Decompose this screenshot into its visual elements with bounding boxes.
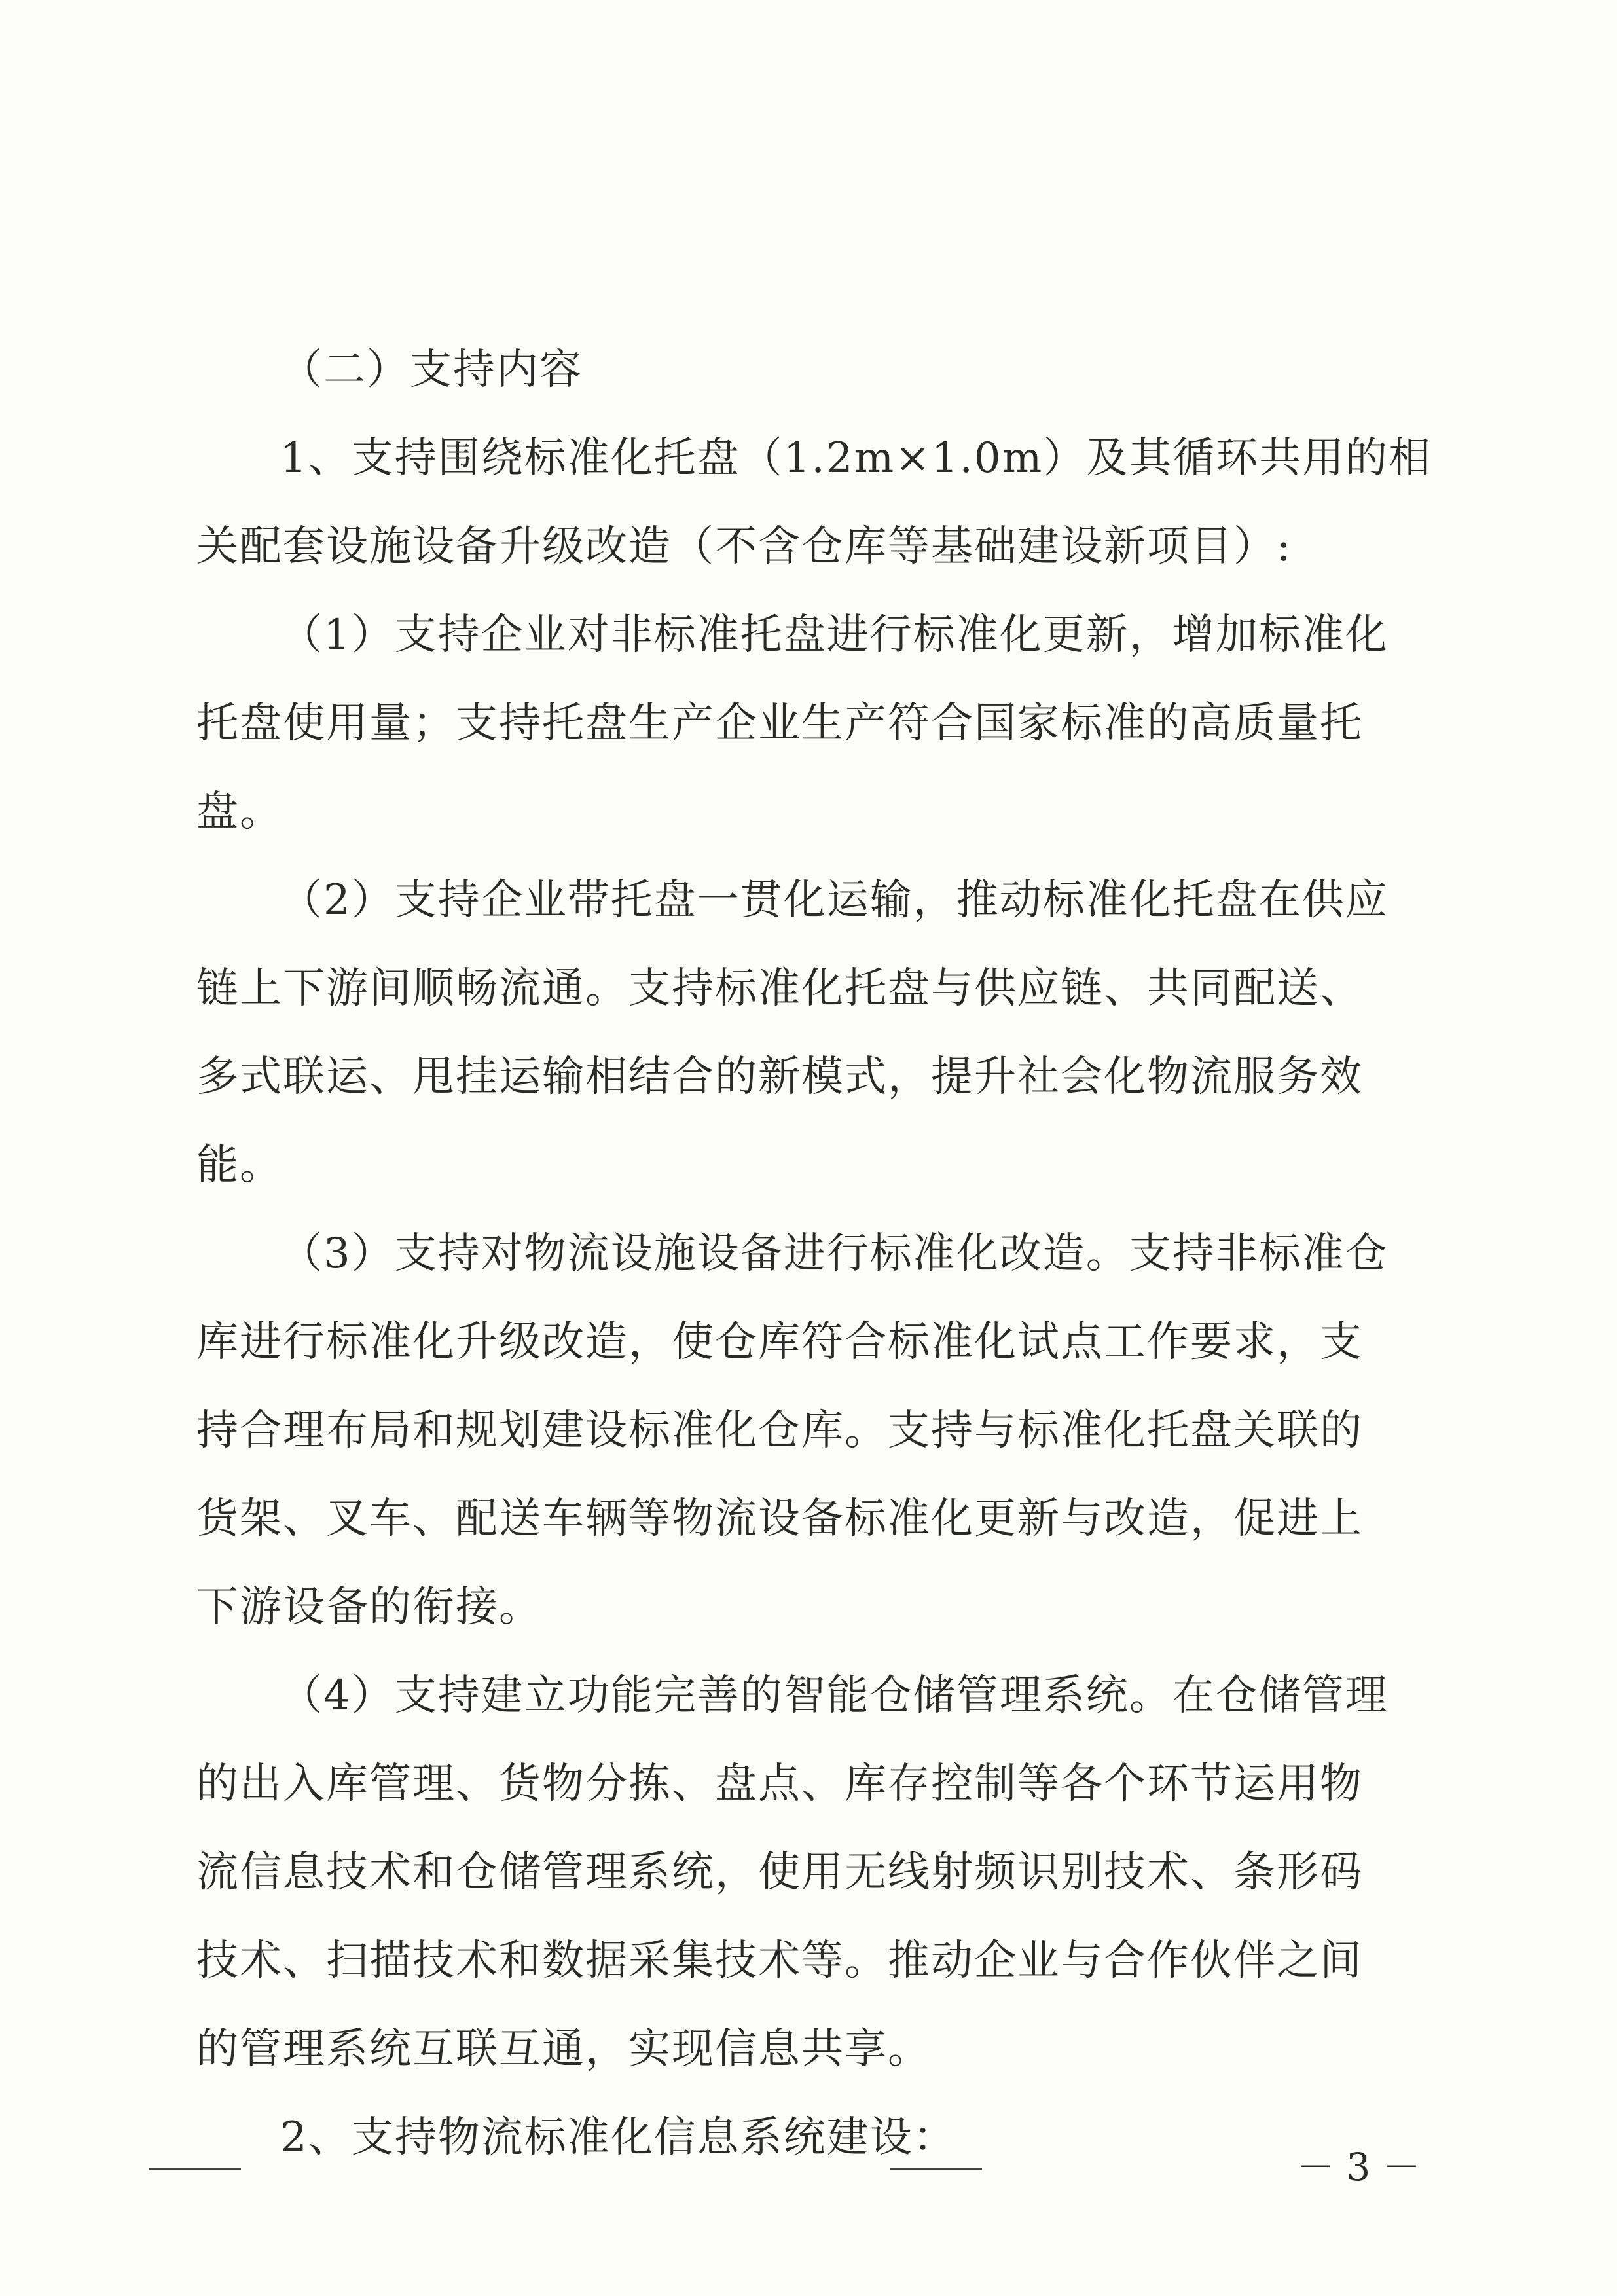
paragraph-line: 多式联运、甩挂运输相结合的新模式，提升社会化物流服务效 <box>196 1053 1363 1101</box>
paragraph-line: （2）支持企业带托盘一贯化运输，推动标准化托盘在供应 <box>280 876 1389 924</box>
paragraph-line: 能。 <box>196 1141 283 1190</box>
paragraph-line: 链上下游间顺畅流通。支持标准化托盘与供应链、共同配送、 <box>196 964 1363 1013</box>
paragraph-line: 盘。 <box>196 788 283 836</box>
footer-divider-center <box>890 2168 982 2170</box>
paragraph-line: 技术、扫描技术和数据采集技术等。推动企业与合作伙伴之间 <box>196 1937 1363 1985</box>
paragraph-line: 的出入库管理、货物分拣、盘点、库存控制等各个环节运用物 <box>196 1760 1363 1808</box>
paragraph-line: （3）支持对物流设施设备进行标准化改造。支持非标准仓 <box>280 1230 1389 1278</box>
paragraph-line: （1）支持企业对非标准托盘进行标准化更新，增加标准化 <box>280 611 1389 659</box>
paragraph-line: 持合理布局和规划建设标准化仓库。支持与标准化托盘关联的 <box>196 1406 1363 1455</box>
section-heading: （二）支持内容 <box>280 346 583 394</box>
paragraph-line: （4）支持建立功能完善的智能仓储管理系统。在仓储管理 <box>280 1671 1389 1720</box>
paragraph-line: 2、支持物流标准化信息系统建设： <box>280 2113 956 2162</box>
paragraph-line: 下游设备的衔接。 <box>196 1583 542 1631</box>
paragraph-line: 货架、叉车、配送车辆等物流设备标准化更新与改造，促进上 <box>196 1495 1363 1543</box>
document-body <box>196 326 1432 2182</box>
paragraph-line: 流信息技术和仓储管理系统，使用无线射频识别技术、条形码 <box>196 1848 1363 1897</box>
paragraph-line: 1、支持围绕标准化托盘（1.2m×1.0m）及其循环共用的相 <box>280 434 1432 483</box>
paragraph-line: 关配套设施设备升级改造（不含仓库等基础建设新项目）: <box>196 522 1292 571</box>
page-footer <box>0 2141 1617 2193</box>
paragraph-line: 托盘使用量；支持托盘生产企业生产符合国家标准的高质量托 <box>196 699 1363 748</box>
paragraph-line: 的管理系统互联互通，实现信息共享。 <box>196 2025 931 2073</box>
page-number: － 3 － <box>1296 2145 1421 2189</box>
paragraph-line: 库进行标准化升级改造，使仓库符合标准化试点工作要求，支 <box>196 1318 1363 1366</box>
footer-divider-left <box>149 2168 241 2170</box>
